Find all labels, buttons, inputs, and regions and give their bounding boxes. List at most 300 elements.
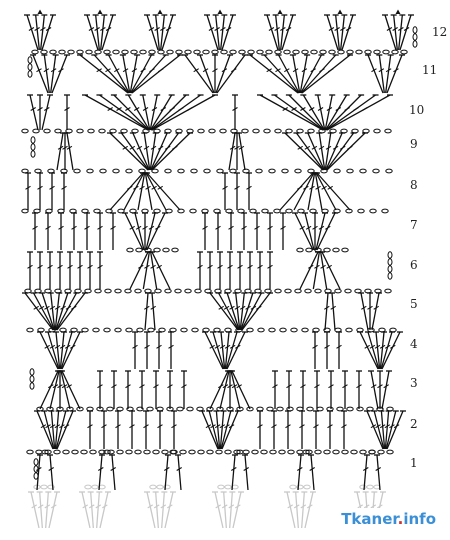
chain-stitch (65, 289, 71, 293)
dc-stitch (67, 133, 73, 170)
dc-stitch (327, 133, 365, 170)
chain-stitch (25, 289, 31, 293)
chain-stitch (113, 50, 119, 54)
chain-stitch (135, 289, 141, 293)
chain-stitch (413, 41, 417, 47)
dc-stitch (311, 455, 314, 490)
chain-stitch (162, 450, 168, 454)
chain-stitch (378, 450, 384, 454)
chain-stitch (185, 289, 191, 293)
chain-stitch (147, 407, 153, 411)
dc-stitch (146, 213, 155, 250)
chain-stitch (367, 407, 373, 411)
dc-stitch (371, 371, 378, 409)
row-number-6: 6 (410, 258, 418, 272)
chain-stitch (288, 450, 294, 454)
chain-stitch (110, 129, 116, 133)
chain-stitch (178, 169, 184, 173)
stitch-slash (362, 108, 367, 111)
chain-stitch (360, 169, 366, 173)
dc-stitch (316, 213, 325, 250)
chain-stitch (291, 328, 297, 332)
chain-stitch (370, 209, 376, 213)
chain-stitch (385, 129, 391, 133)
chain-stitch (163, 248, 169, 252)
chain-stitch (225, 289, 231, 293)
chain-stitch (255, 289, 261, 293)
dc-stitch (364, 455, 367, 490)
chain-stitch (154, 209, 160, 213)
chain-stitch (333, 248, 339, 252)
chain-stitch (385, 289, 391, 293)
chain-stitch (413, 34, 417, 40)
chain-stitch (30, 369, 34, 375)
dc-stitch (33, 55, 48, 93)
chain-stitch (248, 50, 254, 54)
chain-stitch (308, 169, 314, 173)
chain-stitch (148, 328, 154, 332)
chain-stitch (41, 50, 47, 54)
chain-stitch (130, 209, 136, 213)
dc-stitch (80, 55, 128, 93)
chain-stitch (313, 328, 319, 332)
chain-stitch (277, 407, 283, 411)
chain-stitch (324, 450, 330, 454)
chain-stitch (346, 328, 352, 332)
dc-stitch (217, 55, 245, 93)
chain-stitch (108, 450, 114, 454)
chain-stitch (286, 129, 292, 133)
dc-stitch (239, 133, 245, 170)
chain-stitch (45, 289, 51, 293)
dc-stitch (220, 371, 229, 409)
stitch-slash (297, 186, 302, 189)
dc-stitch (132, 55, 180, 93)
chain-stitch (270, 450, 276, 454)
chain-stitch (352, 129, 358, 133)
chain-stitch (198, 129, 204, 133)
row-number-5: 5 (410, 297, 418, 311)
chain-stitch (104, 328, 110, 332)
chain-stitch (36, 450, 42, 454)
chain-stitch (176, 129, 182, 133)
chain-stitch (74, 169, 80, 173)
chain-stitch (60, 328, 66, 332)
chain-stitch (48, 169, 54, 173)
chain-stitch (358, 209, 364, 213)
dc-stitch (145, 293, 148, 330)
chain-stitch (190, 209, 196, 213)
chain-stitch (27, 328, 33, 332)
chain-stitch (267, 407, 273, 411)
chain-stitch (54, 450, 60, 454)
chain-stitch (189, 450, 195, 454)
chain-stitch (264, 129, 270, 133)
chain-stitch (203, 328, 209, 332)
chain-stitch (117, 407, 123, 411)
chain-stitch (113, 169, 119, 173)
chain-stitch (287, 407, 293, 411)
chain-stitch (262, 209, 268, 213)
chain-stitch (330, 129, 336, 133)
dc-stitch (91, 492, 94, 528)
chain-stitch (81, 450, 87, 454)
chain-stitch (58, 209, 64, 213)
chain-stitch (99, 129, 105, 133)
dc-stitch (57, 133, 63, 170)
chain-stitch (205, 289, 211, 293)
chain-stitch (202, 209, 208, 213)
chain-stitch (315, 450, 321, 454)
chain-stitch (247, 328, 253, 332)
chain-stitch (100, 169, 106, 173)
chain-stitch (308, 129, 314, 133)
chain-stitch (46, 209, 52, 213)
dc-stitch (250, 55, 298, 93)
chain-stitch (150, 485, 156, 489)
dc-stitch (305, 213, 314, 250)
chain-stitch (70, 209, 76, 213)
chain-stitch (172, 248, 178, 252)
chain-stitch (30, 383, 34, 389)
chain-stitch (373, 169, 379, 173)
chain-stitch (126, 328, 132, 332)
chain-stitch (335, 289, 341, 293)
chain-stitch (284, 50, 290, 54)
chain-stitch (413, 27, 417, 33)
chain-stitch (95, 289, 101, 293)
dc-stitch (178, 455, 181, 490)
chain-stitch (85, 289, 91, 293)
chain-stitch (106, 209, 112, 213)
chain-stitch (215, 289, 221, 293)
dc-stitch (162, 492, 165, 528)
chain-stitch (257, 50, 263, 54)
chain-stitch (87, 407, 93, 411)
chain-stitch (335, 328, 341, 332)
chain-stitch (136, 248, 142, 252)
chain-stitch (153, 450, 159, 454)
dc-stitch (42, 95, 50, 130)
chain-stitch (55, 289, 61, 293)
chain-stitch (252, 450, 258, 454)
chain-stitch (269, 328, 275, 332)
chain-stitch (118, 209, 124, 213)
picot-mark (396, 10, 401, 15)
dc-stitch (231, 371, 240, 409)
chain-stitch (87, 169, 93, 173)
chain-stitch (342, 248, 348, 252)
chain-stitch (38, 328, 44, 332)
chain-stitch (325, 289, 331, 293)
site-watermark (332, 508, 440, 532)
chain-stitch (28, 71, 32, 77)
chain-stitch (177, 407, 183, 411)
row-number-8: 8 (410, 178, 418, 192)
chain-stitch (307, 407, 313, 411)
chain-stitch (327, 407, 333, 411)
chain-stitch (166, 209, 172, 213)
chain-stitch (274, 209, 280, 213)
chain-stitch (72, 450, 78, 454)
chain-stitch (275, 129, 281, 133)
chain-stitch (230, 50, 236, 54)
chain-stitch (275, 50, 281, 54)
row-number-2: 2 (410, 417, 418, 431)
chain-stitch (221, 50, 227, 54)
dc-stitch (229, 133, 235, 170)
chain-stitch (367, 485, 373, 489)
dc-stitch (110, 133, 148, 170)
chain-stitch (231, 129, 237, 133)
chain-stitch (165, 129, 171, 133)
chain-stitch (374, 50, 380, 54)
chain-stitch (131, 50, 137, 54)
chain-stitch (310, 209, 316, 213)
chain-stitch (238, 209, 244, 213)
dc-stitch (147, 492, 155, 528)
chain-stitch (104, 50, 110, 54)
chain-stitch (50, 50, 56, 54)
chain-stitch (34, 473, 38, 479)
chain-stitch (235, 289, 241, 293)
chain-stitch (204, 169, 210, 173)
chain-stitch (35, 289, 41, 293)
chain-stitch (341, 129, 347, 133)
dc-stitch (230, 492, 233, 528)
dc-stitch (152, 252, 170, 289)
stitch-slash (178, 108, 183, 111)
dc-stitch (97, 492, 100, 528)
chain-stitch (245, 289, 251, 293)
picot-mark (218, 10, 223, 15)
chain-stitch (347, 407, 353, 411)
chain-stitch (176, 50, 182, 54)
dc-stitch (82, 492, 90, 528)
chain-stitch (239, 50, 245, 54)
dc-stitch (130, 252, 148, 289)
dc-stitch (233, 492, 241, 528)
dc-stitch (30, 95, 38, 130)
chain-stitch (157, 407, 163, 411)
dc-stitch (52, 55, 67, 93)
chain-stitch (115, 328, 121, 332)
chain-stitch (28, 57, 32, 63)
chain-stitch (282, 169, 288, 173)
chain-stitch (257, 407, 263, 411)
chain-stitch (368, 328, 374, 332)
chain-stitch (317, 407, 323, 411)
chain-stitch (243, 169, 249, 173)
dc-stitch (125, 213, 143, 250)
chain-stitch (198, 450, 204, 454)
chain-stitch (295, 289, 301, 293)
chain-stitch (157, 485, 163, 489)
dc-stitch (224, 492, 227, 528)
chain-stitch (32, 50, 38, 54)
chain-stitch (351, 450, 357, 454)
chain-stitch (334, 169, 340, 173)
row-number-1: 1 (410, 456, 418, 470)
dc-stitch (332, 293, 335, 330)
chain-stitch (324, 248, 330, 252)
chain-stitch (304, 485, 310, 489)
chain-stitch (388, 252, 392, 258)
dc-stitch (287, 492, 295, 528)
dc-stitch (62, 371, 80, 409)
chain-stitch (31, 137, 35, 143)
chain-stitch (135, 450, 141, 454)
chain-stitch (95, 50, 101, 54)
chain-stitch (388, 273, 392, 279)
chain-stitch (243, 450, 249, 454)
chain-stitch (286, 209, 292, 213)
chain-stitch (44, 129, 50, 133)
dc-stitch (387, 55, 402, 93)
chain-stitch (167, 50, 173, 54)
chain-stitch (207, 450, 213, 454)
chain-stitch (386, 169, 392, 173)
stitch-slash (170, 108, 175, 111)
row-number-4: 4 (410, 337, 418, 351)
dc-stitch (232, 371, 250, 409)
stitch-slash (172, 146, 177, 149)
chain-stitch (144, 450, 150, 454)
chain-stitch (390, 328, 396, 332)
chain-stitch (225, 485, 231, 489)
dc-stitch (302, 55, 350, 93)
chain-stitch (265, 289, 271, 293)
chain-stitch (365, 50, 371, 54)
chain-stitch (27, 450, 33, 454)
dc-stitch (361, 293, 368, 330)
chain-stitch (374, 129, 380, 133)
dc-stitch (295, 213, 313, 250)
chain-stitch (355, 289, 361, 293)
chain-stitch (149, 50, 155, 54)
chain-stitch (31, 151, 35, 157)
chain-stitch (345, 289, 351, 293)
dc-stitch (31, 492, 39, 528)
chain-stitch (154, 248, 160, 252)
stitch-slash (353, 108, 358, 111)
chain-stitch (253, 129, 259, 133)
chain-stitch (155, 289, 161, 293)
chain-stitch (209, 129, 215, 133)
chain-stitch (383, 50, 389, 54)
chain-stitch (302, 328, 308, 332)
row-number-9: 9 (410, 137, 418, 151)
chain-stitch (298, 209, 304, 213)
chain-stitch (266, 50, 272, 54)
chain-stitch (333, 450, 339, 454)
chain-stitch (105, 289, 111, 293)
chain-stitch (88, 129, 94, 133)
chain-stitch (214, 209, 220, 213)
chain-stitch (275, 289, 281, 293)
chain-stitch (63, 450, 69, 454)
chain-stitch (122, 50, 128, 54)
chain-stitch (77, 129, 83, 133)
chain-stitch (34, 466, 38, 472)
chain-stitch (212, 50, 218, 54)
dc-stitch (112, 455, 115, 490)
picot-mark (278, 10, 283, 15)
row-number-12: 12 (432, 25, 448, 39)
chain-stitch (22, 169, 28, 173)
dc-stitch (147, 213, 165, 250)
chain-stitch (218, 485, 224, 489)
chain-stitch (320, 50, 326, 54)
chain-stitch (285, 289, 291, 293)
dc-stitch (61, 371, 70, 409)
chain-stitch (126, 169, 132, 173)
chain-stitch (360, 485, 366, 489)
dc-stitch (40, 371, 58, 409)
chain-stitch (139, 169, 145, 173)
dc-stitch (99, 95, 148, 130)
chain-stitch (369, 450, 375, 454)
chain-stitch (85, 485, 91, 489)
chain-stitch (250, 209, 256, 213)
chain-stitch (297, 450, 303, 454)
chain-stitch (295, 169, 301, 173)
chain-stitch (230, 169, 236, 173)
chain-stitch (125, 289, 131, 293)
dc-stitch (322, 252, 340, 289)
chain-stitch (311, 50, 317, 54)
chain-stitch (334, 209, 340, 213)
dc-stitch (200, 55, 214, 93)
dc-stitch (327, 95, 376, 130)
chain-stitch (180, 450, 186, 454)
chain-stitch (388, 259, 392, 265)
chain-stitch (214, 328, 220, 332)
chain-stitch (280, 328, 286, 332)
chain-stitch (258, 328, 264, 332)
chain-stitch (187, 129, 193, 133)
dc-stitch (156, 492, 159, 528)
chain-stitch (387, 450, 393, 454)
chain-stitch (75, 289, 81, 293)
chain-stitch (379, 328, 385, 332)
chain-stitch (170, 328, 176, 332)
chain-stitch (165, 169, 171, 173)
dc-stitch (135, 213, 144, 250)
chain-stitch (92, 485, 98, 489)
watermark-text: Tkaner.info (341, 510, 436, 528)
chain-stitch (338, 50, 344, 54)
chain-stitch (117, 450, 123, 454)
row-number-3: 3 (410, 376, 418, 390)
chain-stitch (82, 209, 88, 213)
chain-stitch (203, 50, 209, 54)
chain-stitch (357, 328, 363, 332)
chain-stitch (68, 50, 74, 54)
chain-stitch (216, 450, 222, 454)
stitch-slash (187, 108, 192, 111)
stitch-slash (158, 69, 163, 72)
chain-stitch (197, 407, 203, 411)
chain-stitch (279, 450, 285, 454)
chain-stitch (388, 266, 392, 272)
dc-stitch (46, 492, 49, 528)
dc-stitch (368, 55, 383, 93)
dc-stitch (50, 371, 59, 409)
chain-stitch (194, 50, 200, 54)
chain-stitch (322, 209, 328, 213)
dc-stitch (305, 492, 313, 528)
